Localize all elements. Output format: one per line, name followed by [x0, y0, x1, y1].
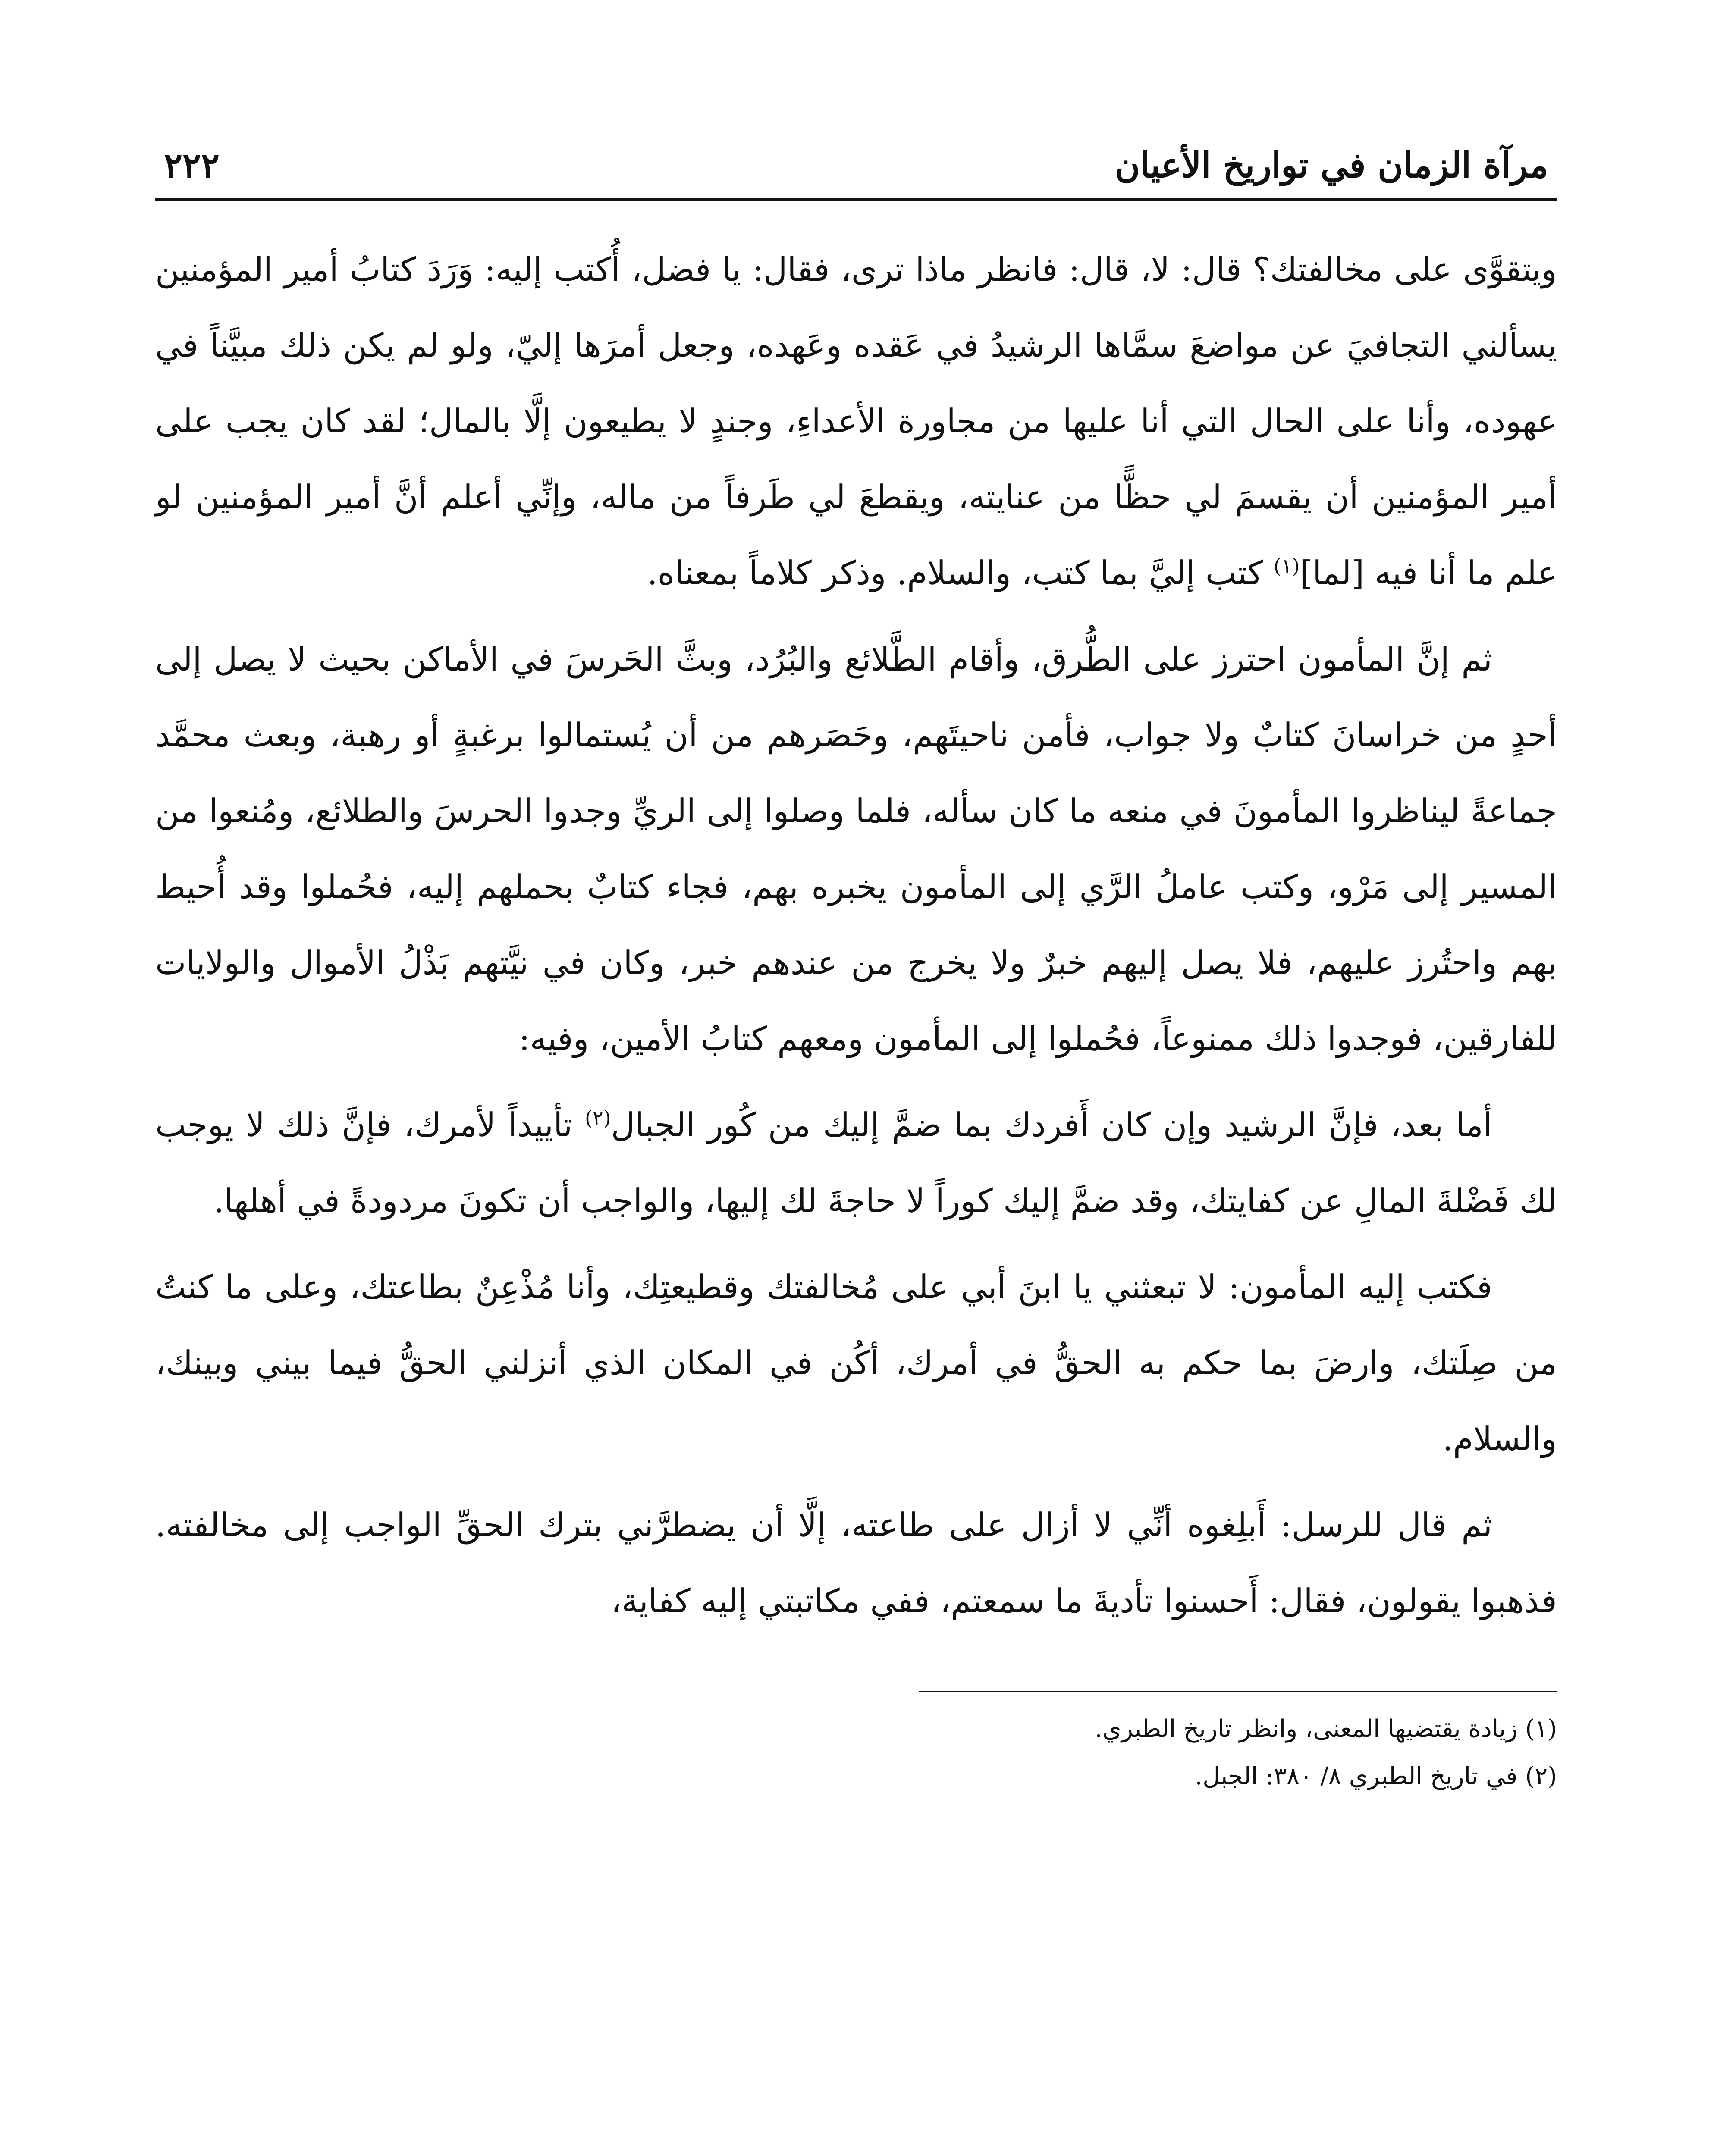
footnote-1: (١) زيادة يقتضيها المعنى، وانظر تاريخ الطبري.	[1095, 1715, 1557, 1743]
paragraph-text: ثم قال للرسل: أَبلِغوه أنِّي لا أزال على طاعته، إلَّا أن يضطرَّني بترك الحقِّ الواجب إلى مخالفته. فذهبوا يقولون، فقال: أَحسنوا تأديةَ ما سمعتم، ففي مكاتبتي إليه كفاية،	[155, 1506, 1557, 1620]
paragraph-text: أما بعد، فإنَّ الرشيد وإن كان أَفردك بما ضمَّ إليك من كُور الجبال	[611, 1106, 1492, 1144]
paragraph	[155, 621, 1557, 1077]
paragraph-text: فكتب إليه المأمون: لا تبعثني يا ابنَ أبي على مُخالفتك وقطيعتِك، وأنا مُذْعِنٌ بطاعتك، وعلى ما كنتُ من صِلَتك، وارضَ بما حكم به الحقُّ في أمرك، أكُن في المكان الذي أنزلني الحقُّ فيما بيني وبينك، والسلام.	[155, 1268, 1557, 1458]
paragraph	[155, 1087, 1557, 1239]
paragraph-text: ثم إنَّ المأمون احترز على الطُّرق، وأقام الطَّلائع والبُرُد، وبثَّ الحَرسَ في الأماكن بحيث لا يصل إلى أحدٍ من خراسانَ كتابٌ ولا جواب، فأمن ناحيتَهم، وحَصَرهم من أن يُستمالوا برغبةٍ أو رهبة، وبعث محمَّد جماعةً ليناظروا المأمونَ في منعه ما كان سأله، فلما وصلوا إلى الريِّ وجدوا الحرسَ والطلائع، ومُنعوا من المسير إلى مَرْو، وكتب عاملُ الرَّي إلى المأمون يخبره بهم، فجاء كتابٌ بحملهم إليه، فحُملوا وقد أُحيط بهم واحتُرز عليهم، فلا يصل إليهم خبرٌ ولا يخرج من عندهم خبر، وكان في نيَّتهم بَذْلُ الأموال والولايات للفارقين، فوجدوا ذلك ممنوعاً، فحُملوا إلى المأمون ومعهم كتابُ الأمين، وفيه:	[155, 640, 1557, 1058]
footnote-2: (٢) في تاريخ الطبري ٨/ ٣٨٠: الجبل.	[1195, 1762, 1557, 1790]
running-title: مرآة الزمان في تواريخ الأعيان	[1114, 145, 1548, 185]
footnote-rule	[919, 1691, 1557, 1692]
paragraph	[155, 232, 1557, 611]
body-text	[155, 232, 1557, 1639]
paragraph-text: كتب إليَّ بما كتب، والسلام. وذكر كلاماً بمعناه.	[647, 554, 1274, 592]
running-header	[155, 129, 1557, 198]
page-number: ٢٢٢	[164, 145, 220, 185]
paragraph	[155, 1487, 1557, 1639]
footnote-reference: (٢)	[585, 1106, 611, 1130]
paragraph	[155, 1249, 1557, 1477]
header-rule	[155, 198, 1557, 201]
book-page	[155, 129, 1557, 1800]
footnote-reference: (١)	[1273, 554, 1300, 578]
paragraph-text: ويتقوَّى على مخالفتك؟ قال: لا، قال: فانظر ماذا ترى، فقال: يا فضل، أُكتب إليه: وَرَدَ كتابُ أمير المؤمنين يسألني التجافيَ عن مواضعَ سمَّاها الرشيدُ في عَقده وعَهده، وجعل أمرَها إليّ، ولو لم يكن ذلك مبيَّناً في عهوده، وأنا على الحال التي أنا عليها من مجاورة الأعداءِ، وجندٍ لا يطيعون إلَّا بالمال؛ لقد كان يجب على أمير المؤمنين أن يقسمَ لي حظًّا من عنايته، ويقطعَ لي طَرفاً من ماله، وإنِّي أعلم أنَّ أمير المؤمنين لو علم ما أنا فيه [لما]	[155, 250, 1557, 592]
paragraph-text: تأييداً لأمرك، فإنَّ ذلك لا يوجب لك فَضْلةَ المالِ عن كفايتك، وقد ضمَّ إليك كوراً لا حاجةَ لك إليها، والواجب أن تكونَ مردودةً في أهلها.	[155, 1106, 1557, 1220]
